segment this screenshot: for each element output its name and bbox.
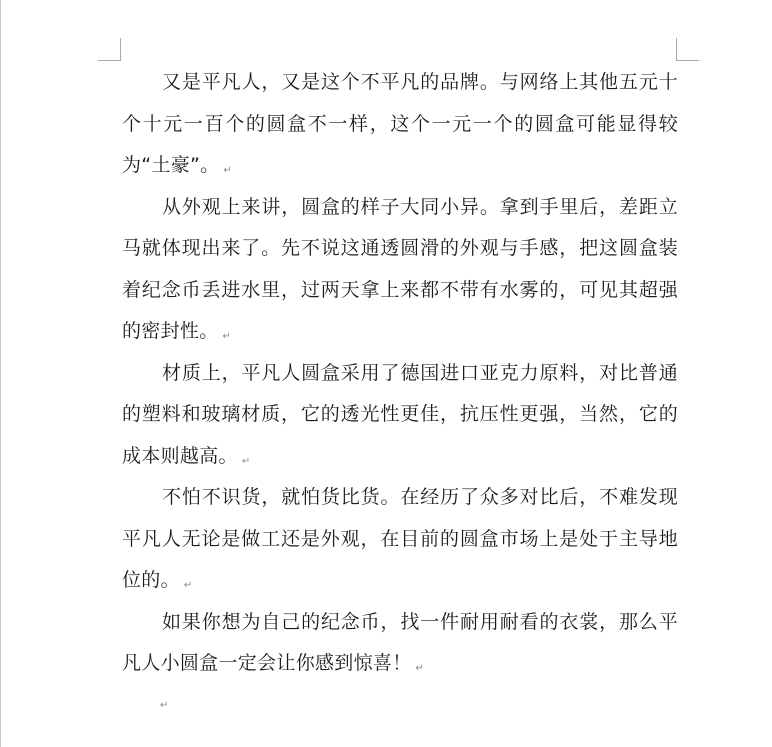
paragraph-1[interactable] bbox=[122, 62, 678, 187]
paragraph-text: 又是平凡人，又是这个不平凡的品牌。与网络上其他五元十个十元一百个的圆盒不一样，这个一元一个的圆盒可能显得较为“土豪”。 bbox=[122, 71, 678, 176]
document-body[interactable] bbox=[122, 62, 678, 726]
paragraph-text: 从外观上来讲，圆盒的样子大同小异。拿到手里后，差距立马就体现出来了。先不说这通透圆滑的外观与手感，把这圆盒装着纪念币丢进水里，过两天拿上来都不带有水雾的，可见其超强的密封性。 bbox=[122, 195, 678, 342]
paragraph-text: 不怕不识货，就怕货比货。在经历了众多对比后，不难发现平凡人无论是做工还是外观，在目前的圆盒市场上是处于主导地位的。 bbox=[122, 486, 678, 591]
page-left-edge bbox=[0, 0, 1, 747]
margin-corner-top-left bbox=[98, 38, 121, 61]
paragraph-mark-icon: ↵ bbox=[241, 455, 251, 467]
paragraph-3[interactable] bbox=[122, 353, 678, 478]
paragraph-mark-icon: ↵ bbox=[222, 331, 232, 342]
margin-corner-top-right bbox=[676, 38, 699, 61]
paragraph-text: 如果你想为自己的纪念币，找一件耐用耐看的衣裳，那么平凡人小圆盒一定会让你感到惊喜！ bbox=[122, 610, 678, 674]
paragraph-4[interactable] bbox=[122, 477, 678, 602]
paragraph-mark-icon: ↵ bbox=[223, 165, 233, 176]
paragraph-2[interactable] bbox=[122, 187, 678, 353]
paragraph-mark-icon: ↵ bbox=[160, 699, 169, 711]
paragraph-5[interactable] bbox=[122, 602, 678, 685]
empty-paragraph[interactable] bbox=[122, 685, 678, 727]
paragraph-mark-icon: ↵ bbox=[415, 663, 425, 674]
paragraph-mark-icon: ↵ bbox=[183, 580, 193, 591]
paragraph-text: 材质上，平凡人圆盒采用了德国进口亚克力原料，对比普通的塑料和玻璃材质，它的透光性更佳，抗压性更强，当然，它的成本则越高。 bbox=[122, 361, 678, 467]
